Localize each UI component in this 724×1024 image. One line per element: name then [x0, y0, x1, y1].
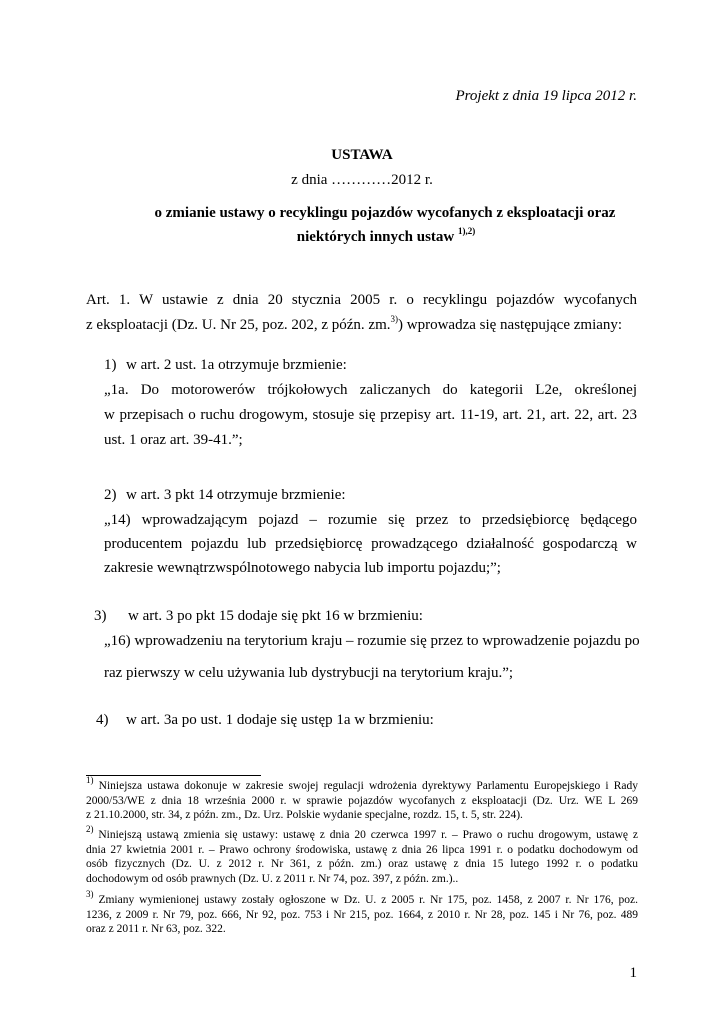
point-1-heading: w art. 2 ust. 1a otrzymuje brzmienie:: [126, 357, 347, 373]
point-3-marker: 3): [94, 608, 107, 624]
point-3-line: raz pierwszy w celu używania lub dystrybucji na terytorium kraju.”;: [104, 665, 514, 681]
article-1-line1: Art. 1. W ustawie z dnia 20 stycznia 2005 r. o recyklingu pojazdów wycofanych: [86, 292, 637, 308]
footnote-2-line: $^{2)}$ Niniejszą ustawą zmienia się ustawy: ustawę z dnia 20 czerwca 1997 r. – Prawo o ruchu drogowym, ustawę z: [86, 824, 638, 841]
footnote-3-line: $^{3)}$ Zmiany wymienionej ustawy zostały ogłoszone w Dz. U. z 2005 r. Nr 175, poz. 1458, z 2007 r. Nr 176, poz.: [86, 889, 638, 906]
point-2-line: zakresie wewnątrzwspólnotowego nabycia lub importu pojazdu;”;: [104, 560, 501, 576]
point-1-marker: 1): [104, 357, 117, 373]
page-number: 1: [629, 965, 637, 981]
footnote-3-line: oraz z 2011 r. Nr 63, poz. 322.: [86, 923, 226, 936]
act-subject-line1: o zmianie ustawy o recyklingu pojazdów wycofanych z eksploatacji oraz: [154, 205, 616, 221]
point-3-heading: w art. 3 po pkt 15 dodaje się pkt 16 w brzmieniu:: [128, 608, 423, 624]
footnote-3-line: 1236, z 2009 r. Nr 79, poz. 666, Nr 92, poz. 753 i Nr 215, poz. 1664, z 2010 r. Nr 28, poz. 145 i Nr 76, poz. 489: [86, 908, 638, 921]
point-4-heading: w art. 3a po ust. 1 dodaje się ustęp 1a w brzmieniu:: [126, 712, 434, 728]
point-2-line: producentem pojazdu lub przedsiębiorcę prowadzącego działalność gospodarczą w: [104, 536, 637, 552]
footnote-3-ref: 3): [86, 889, 94, 900]
footnote-1-line: 2000/53/WE z dnia 18 września 2000 r. w sprawie pojazdów wycofanych z eksploatacji (Dz. Urz. WE L 269: [86, 794, 638, 807]
article-1-text-end: ) wprowadza się następujące zmiany:: [398, 317, 623, 333]
act-date: z dnia …………2012 r.: [291, 172, 433, 188]
point-3-line: „16) wprowadzeniu na terytorium kraju – rozumie się przez to wprowadzenie pojazdu po: [104, 633, 640, 649]
footnote-2-line: osób fizycznych (Dz. U. z 2012 r. Nr 361, z późn. zm.) oraz ustawę z dnia 15 lutego 1992 r. o podatku: [86, 858, 638, 871]
footnote-2-ref: 2): [86, 824, 94, 835]
footnote-1-ref: 1): [86, 775, 94, 786]
point-2-marker: 2): [104, 487, 117, 503]
footnote-2-line: dnia 27 kwietnia 2001 r. – Prawo ochrony środowiska, ustawę z dnia 26 lipca 1991 r. o podatku dochodowym od: [86, 843, 638, 856]
footnote-1-line: z 21.10.2000, str. 34, z późn. zm., Dz. Urz. Polskie wydanie specjalne, rozdz. 15, t. 5, str. 224).: [86, 809, 523, 822]
project-date: Projekt z dnia 19 lipca 2012 r.: [455, 88, 637, 104]
point-1-line: „1a. Do motorowerów trójkołowych zaliczanych do kategorii L2e, określonej: [104, 382, 637, 398]
footnote-ref-1-2: 1),2): [458, 226, 476, 236]
act-title: USTAWA: [331, 147, 393, 163]
point-2-line: „14) wprowadzającym pojazd – rozumie się przez to przedsiębiorcę będącego: [104, 512, 637, 528]
footnote-separator: [86, 775, 261, 776]
act-subject-line2: [0, 225, 724, 249]
footnote-2-line: dochodowym od osób prawnych (Dz. U. z 2011 r. Nr 74, poz. 397, z późn. zm.)..: [86, 872, 459, 885]
footnote-1-line: $^{1)}$ Niniejsza ustawa dokonuje w zakresie swojej regulacji wdrożenia dyrektywy Parlamentu Europejskiego i Rady: [86, 775, 639, 792]
footnote-1: [86, 775, 639, 823]
article-1-text: z eksploatacji (Dz. U. Nr 25, poz. 202, z późn. zm.: [86, 317, 391, 333]
point-2-heading: w art. 3 pkt 14 otrzymuje brzmienie:: [126, 487, 346, 503]
point-1-line: ust. 1 oraz art. 39-41.”;: [104, 432, 243, 448]
point-1-line: w przepisach o ruchu drogowym, stosuje się przepisy art. 11-19, art. 21, art. 22, art. 23: [104, 407, 637, 423]
point-4-marker: 4): [96, 712, 109, 728]
footnote-2: [86, 824, 638, 886]
act-subject-text: niektórych innych ustaw: [296, 229, 455, 245]
article-1-line2: [86, 313, 646, 337]
footnote-ref-3: 3): [390, 314, 398, 324]
footnote-3: [86, 889, 638, 937]
